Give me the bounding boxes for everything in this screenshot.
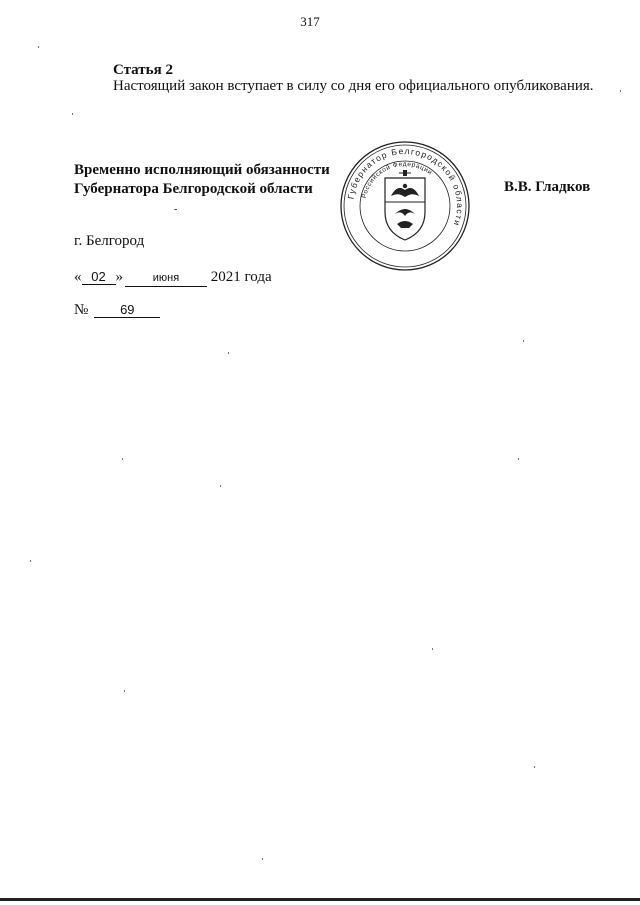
date-line bbox=[74, 269, 272, 287]
scan-speck bbox=[620, 90, 621, 92]
page-number: 317 bbox=[300, 14, 320, 29]
scan-speck bbox=[523, 340, 524, 342]
date-close-quote: » bbox=[115, 269, 123, 285]
scan-speck bbox=[534, 766, 535, 768]
seal-inner-text: Российской Федерации bbox=[360, 160, 434, 200]
signatory-title bbox=[74, 161, 330, 199]
scan-speck bbox=[122, 458, 123, 460]
date-month-field: июня bbox=[125, 271, 207, 287]
signatory-name: В.В. Гладков bbox=[504, 179, 591, 195]
signatory-title-line-2: Губернатора Белгородской области bbox=[74, 181, 313, 197]
article-text: Настоящий закон вступает в силу со дня его официального опубликования. bbox=[113, 78, 594, 94]
seal-ring-text: Губернатор Белгородской области bbox=[345, 145, 466, 229]
scan-speck bbox=[518, 458, 519, 460]
date-open-quote: « bbox=[74, 269, 82, 285]
date-year: 2021 года bbox=[210, 269, 272, 285]
article-heading: Статья 2 bbox=[113, 62, 173, 78]
scan-speck bbox=[30, 560, 31, 562]
date-day-field: 02 bbox=[82, 269, 116, 285]
official-seal-icon bbox=[339, 140, 471, 272]
scan-speck bbox=[38, 46, 39, 48]
city-line: г. Белгород bbox=[74, 233, 145, 249]
stray-mark: - bbox=[174, 204, 178, 215]
scan-speck bbox=[262, 858, 263, 860]
scan-speck bbox=[124, 690, 125, 692]
scan-speck bbox=[72, 113, 73, 115]
scan-speck bbox=[220, 485, 221, 487]
number-value-field: 69 bbox=[94, 302, 160, 318]
scan-bottom-edge bbox=[0, 898, 640, 901]
scan-speck bbox=[228, 352, 229, 354]
document-number-line bbox=[74, 302, 160, 319]
scan-speck bbox=[432, 648, 433, 650]
signatory-title-line-1: Временно исполняющий обязанности bbox=[74, 162, 330, 178]
number-label: № bbox=[74, 302, 89, 318]
